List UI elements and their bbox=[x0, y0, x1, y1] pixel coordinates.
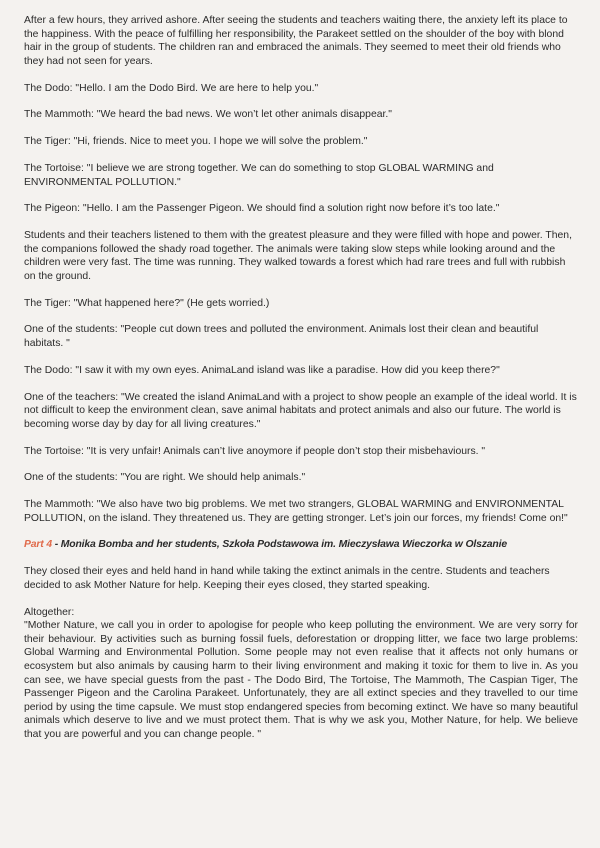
paragraph-companions: Students and their teachers listened to them with the greatest pleasure and they were filled with hope and power. Then, the companions followed the shady road together. The animals were taking slow steps while looking around and the children were very fast. The time was running. They walked towards a forest which had rare trees and full with rubbish on the ground. bbox=[24, 230, 572, 282]
dialogue-mammoth-problems: The Mammoth: "We also have two big problems. We met two strangers, GLOBAL WARMING and ENVIRONMENTAL POLLUTION, on the island. They threatened us. They are getting stronger. Let’s join our forces, my friends! Come on!" bbox=[24, 499, 568, 524]
dialogue-teacher: One of the teachers: "We created the island AnimaLand with a project to show people an example of the ideal world. It is not difficult to keep the environment clean, save animal habitats and protect animals and also our future. The world is becoming worse day by day for all living creatures." bbox=[24, 391, 577, 430]
dialogue-student-help: One of the students: "You are right. We should help animals." bbox=[24, 472, 306, 484]
dialogue-tiger-hi: The Tiger: "Hi, friends. Nice to meet you. I hope we will solve the problem." bbox=[24, 136, 368, 148]
dialogue-student-trees: One of the students: "People cut down trees and polluted the environment. Animals lost their clean and beautiful habitats. " bbox=[24, 324, 539, 349]
paragraph-arrival: After a few hours, they arrived ashore. After seeing the students and teachers waiting there, the anxiety left its place to the happiness. With the peace of fulfilling her responsibility, the Parakeet settled on the shoulder of the boy with blond hair in the group of students. The children ran and embraced the animals. They seemed to meet their old friends who they had not seen for years. bbox=[24, 15, 568, 67]
dialogue-mammoth: The Mammoth: "We heard the bad news. We won’t let other animals disappear." bbox=[24, 109, 392, 121]
altogether-block bbox=[24, 606, 578, 742]
dialogue-tortoise-unfair: The Tortoise: "It is very unfair! Animals can’t live anoymore if people don’t stop their misbehaviours. " bbox=[24, 445, 486, 457]
part-label: Part 4 bbox=[24, 539, 52, 551]
part-heading bbox=[24, 538, 578, 552]
part-authors: - Monika Bomba and her students, Szkoła Podstawowa im. Mieczysława Wieczorka w Olszanie bbox=[51, 539, 507, 551]
altogether-label: Altogether: bbox=[24, 606, 75, 618]
altogether-speech: "Mother Nature, we call you in order to apologise for people who keep polluting the environment. We are very sorry for their behaviour. By activities such as burning fossil fuels, deforestation or dropping litter, we face two large problems: Global Warming and Environmental Pollution. Some people may not even realise that it affects not only humans or ecosystem but also animals by causing harm to their living environment and making it toxic for them to live in. As you can see, we have special guests from the past - The Dodo Bird, The Tortoise, The Mammoth, The Caspian Tiger, The Passenger Pigeon and the Carolina Parakeet. Unfortunately, they are all extinct species and they travelled to our time period by using the time capsule. We must stop endangered species from becoming extinct. We have so many beautiful animals which deserve to live and we must protect them. That is why we ask you, Mother Nature, for help. We believe that you are powerful and you can change people. " bbox=[24, 620, 578, 740]
paragraph-closed-eyes: They closed their eyes and held hand in hand while taking the extinct animals in the centre. Students and teachers decided to ask Mother Nature for help. Keeping their eyes closed, they started speaking. bbox=[24, 566, 550, 591]
dialogue-pigeon: The Pigeon: "Hello. I am the Passenger Pigeon. We should find a solution right now before it’s too late." bbox=[24, 203, 500, 215]
dialogue-tortoise-strong: The Tortoise: "I believe we are strong together. We can do something to stop GLOBAL WARMING and ENVIRONMENTAL POLLUTION." bbox=[24, 162, 494, 188]
dialogue-dodo-paradise: The Dodo: "I saw it with my own eyes. AnimaLand island was like a paradise. How did you keep there?" bbox=[24, 364, 500, 376]
dialogue-tiger-worried: The Tiger: "What happened here?" (He gets worried.) bbox=[24, 297, 270, 309]
dialogue-dodo-hello: The Dodo: "Hello. I am the Dodo Bird. We are here to help you." bbox=[24, 82, 319, 94]
